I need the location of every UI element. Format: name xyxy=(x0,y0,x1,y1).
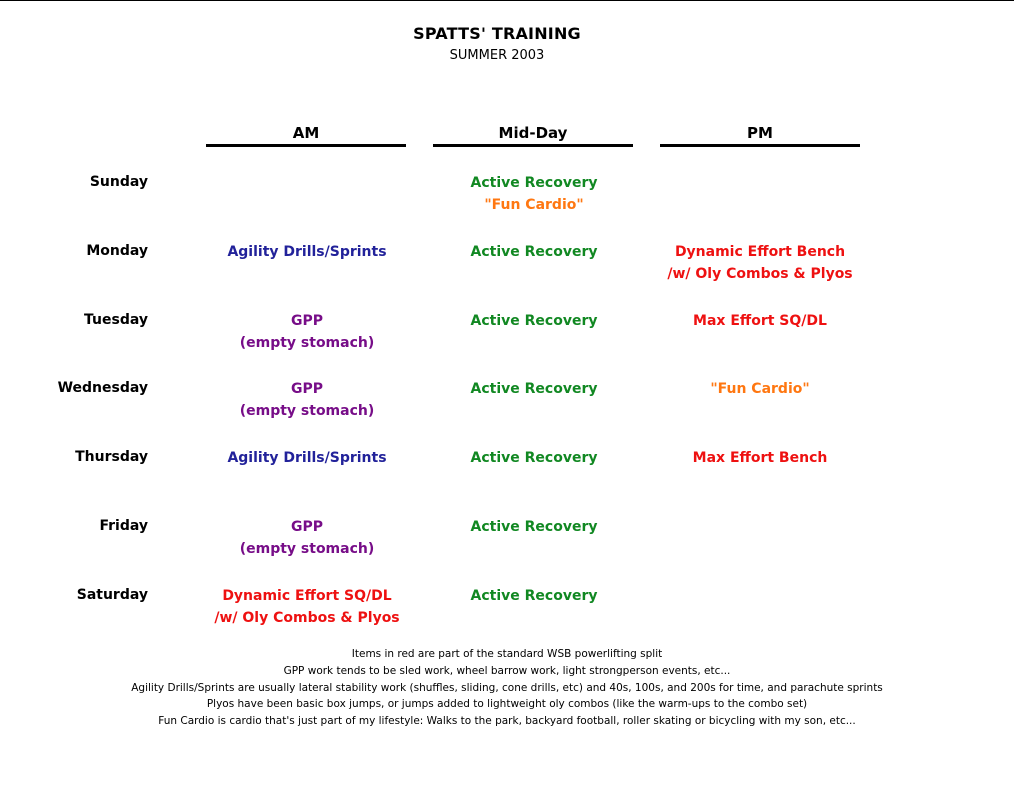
column-underline-mid-day xyxy=(433,144,633,147)
day-label: Sunday xyxy=(89,174,148,190)
footnote-line: GPP work tends to be sled work, wheel barrow work, light strongperson events, etc... xyxy=(283,664,731,677)
schedule-cell-am xyxy=(197,378,417,422)
workout-label: Active Recovery xyxy=(470,175,598,191)
workout-label: (empty stomach) xyxy=(239,403,375,419)
day-label: Saturday xyxy=(76,587,148,603)
footnotes xyxy=(0,646,1014,730)
workout-label: GPP xyxy=(290,519,323,535)
schedule-cell-mid xyxy=(424,378,644,400)
schedule-cell-am xyxy=(197,310,417,354)
schedule-cell-pm xyxy=(650,310,870,332)
footnote-line: Plyos have been basic box jumps, or jumps added to lightweight oly combos (like the warm-ups to the combo set) xyxy=(206,698,808,711)
workout-label: Max Effort Bench xyxy=(692,450,828,466)
day-label: Monday xyxy=(86,243,148,259)
workout-label: (empty stomach) xyxy=(239,335,375,351)
schedule-cell-am xyxy=(197,585,417,629)
workout-label: GPP xyxy=(290,313,323,329)
workout-label: Active Recovery xyxy=(470,450,598,466)
workout-label: Max Effort SQ/DL xyxy=(693,313,827,329)
column-header-mid-day: Mid-Day xyxy=(498,124,568,142)
schedule-cell-am xyxy=(197,447,417,469)
schedule-cell-mid xyxy=(424,447,644,469)
workout-label: Active Recovery xyxy=(470,519,598,535)
column-underline-am xyxy=(206,144,406,147)
workout-label: Agility Drills/Sprints xyxy=(227,450,387,466)
day-label: Wednesday xyxy=(57,380,148,396)
column-underline-pm xyxy=(660,144,860,147)
schedule-cell-am xyxy=(197,516,417,560)
workout-label: Agility Drills/Sprints xyxy=(227,244,387,260)
workout-label: "Fun Cardio" xyxy=(710,381,810,397)
workout-label: Active Recovery xyxy=(470,381,598,397)
page-subtitle: SUMMER 2003 xyxy=(449,48,545,63)
schedule-cell-am xyxy=(197,241,417,263)
workout-label: Active Recovery xyxy=(470,313,598,329)
workout-label: (empty stomach) xyxy=(239,541,375,557)
schedule-cell-pm xyxy=(650,447,870,469)
workout-label: /w/ Oly Combos & Plyos xyxy=(667,266,853,282)
workout-label: Dynamic Effort Bench xyxy=(674,244,846,260)
day-label: Thursday xyxy=(75,449,148,465)
top-border-line xyxy=(0,0,1014,1)
workout-label: Dynamic Effort SQ/DL xyxy=(222,588,392,604)
schedule-cell-mid xyxy=(424,172,644,216)
page-title: SPATTS' TRAINING xyxy=(413,24,581,43)
column-header-am: AM xyxy=(292,124,320,142)
column-header-pm: PM xyxy=(747,124,773,142)
day-label: Friday xyxy=(99,518,148,534)
day-label: Tuesday xyxy=(84,312,148,328)
schedule-cell-mid xyxy=(424,516,644,538)
schedule-cell-mid xyxy=(424,585,644,607)
workout-label: Active Recovery xyxy=(470,588,598,604)
workout-label: GPP xyxy=(290,381,323,397)
footnote-line: Items in red are part of the standard WSB powerlifting split xyxy=(351,648,663,660)
workout-label: Active Recovery xyxy=(470,244,598,260)
schedule-cell-mid xyxy=(424,241,644,263)
workout-label: "Fun Cardio" xyxy=(484,197,584,213)
footnote-line: Fun Cardio is cardio that's just part of my lifestyle: Walks to the park, backyard football, roller skating or bicycling with my son, etc... xyxy=(158,715,856,728)
schedule-cell-mid xyxy=(424,310,644,332)
schedule-cell-pm xyxy=(650,378,870,400)
schedule-cell-pm xyxy=(650,241,870,285)
workout-label: /w/ Oly Combos & Plyos xyxy=(214,610,400,626)
footnote-line: Agility Drills/Sprints are usually lateral stability work (shuffles, sliding, cone drills, etc) and 40s, 100s, and 200s for time, and parachute sprints xyxy=(131,681,883,694)
